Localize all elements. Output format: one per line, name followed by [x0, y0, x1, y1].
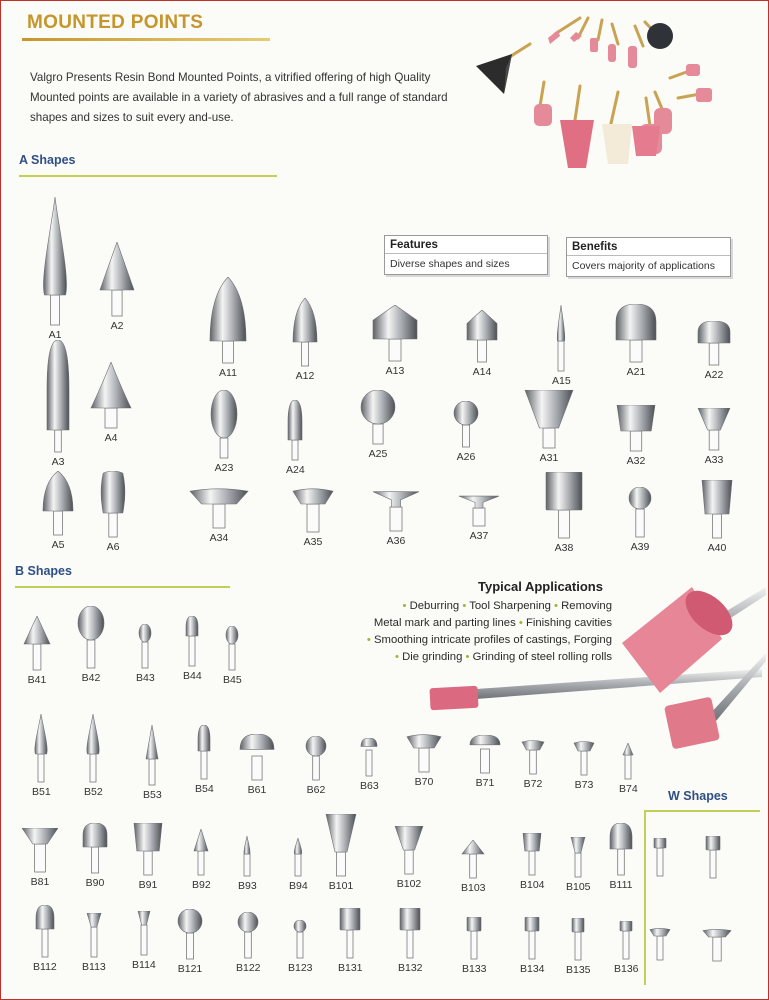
- benefits-box: [566, 237, 731, 277]
- applications-list: • Deburring • Tool Sharpening • Removing Metal mark and parting lines • Finishing cavities • Smoothing intricate profiles of castings, Forging • Die grinding • Grinding of steel rolling rolls: [366, 600, 612, 663]
- shape-label: B123: [288, 962, 313, 974]
- shape-a33: [697, 408, 731, 466]
- shape-a37: [458, 494, 500, 542]
- shape-label: A6: [106, 541, 120, 553]
- shape-a31: [524, 390, 574, 464]
- pink-cone-point-photo: [424, 565, 766, 750]
- shape-label: A12: [295, 370, 315, 382]
- mounted-point-icon: [42, 471, 74, 537]
- application-item: Smoothing intricate profiles of castings, Forging: [374, 634, 612, 646]
- features-box: [384, 235, 548, 275]
- shape-label: B136: [614, 963, 639, 975]
- mounted-point-icon: [293, 920, 307, 960]
- shape-label: B135: [566, 964, 591, 976]
- shape-label: B133: [462, 963, 487, 975]
- shape-label: A36: [386, 535, 406, 547]
- mounted-point-icon: [292, 298, 318, 368]
- shape-b94: [289, 838, 308, 892]
- mounted-point-icon: [555, 305, 567, 373]
- shape-a14: [466, 310, 498, 378]
- shape-a36: [372, 489, 420, 547]
- shape-b54: [195, 725, 214, 795]
- shape-a35: [292, 488, 334, 548]
- application-item: Metal mark and parting lines: [373, 617, 516, 629]
- mounted-point-icon: [466, 917, 482, 961]
- shape-b112: [33, 905, 57, 973]
- shape-label: B81: [30, 876, 50, 888]
- shape-label: B121: [177, 963, 203, 975]
- page-title: MOUNTED POINTS: [27, 12, 204, 33]
- mounted-point-icon: [469, 735, 501, 775]
- mounted-point-icon: [185, 616, 199, 668]
- shape-b53: [143, 725, 162, 801]
- mounted-point-icon: [625, 487, 655, 539]
- shape-label: A13: [385, 365, 405, 377]
- shape-label: B61: [247, 784, 267, 796]
- mounted-point-icon: [697, 408, 731, 452]
- shape-label: B94: [289, 880, 308, 892]
- shape-label: B43: [136, 672, 155, 684]
- mounted-point-icon: [21, 828, 59, 874]
- b-shapes-heading: B Shapes: [15, 564, 72, 578]
- w-shape-icon: [653, 838, 667, 878]
- shape-label: B73: [574, 779, 594, 791]
- shape-b71: [469, 735, 501, 789]
- mounted-point-icon: [458, 494, 500, 528]
- shape-label: B103: [461, 882, 486, 894]
- shape-label: A22: [704, 369, 724, 381]
- applications-heading: Typical Applications: [478, 579, 603, 594]
- shape-b133: [462, 917, 487, 975]
- shape-label: A3: [51, 456, 65, 468]
- mounted-point-icon: [622, 743, 634, 781]
- mounted-point-icon: [461, 840, 485, 880]
- shape-a24: [286, 400, 305, 476]
- w-shapes-rule: [645, 810, 760, 812]
- shape-b61: [239, 734, 275, 796]
- mounted-point-icon: [209, 277, 247, 365]
- mounted-point-icon: [325, 814, 357, 878]
- mounted-point-icon: [239, 734, 275, 782]
- mounted-point-icon: [453, 401, 479, 449]
- mounted-point-icon: [189, 488, 249, 530]
- mounted-point-icon: [137, 911, 151, 957]
- mounted-point-icon: [77, 606, 105, 670]
- mounted-point-icon: [573, 741, 595, 777]
- mounted-point-icon: [193, 829, 209, 877]
- mounted-point-icon: [292, 488, 334, 534]
- mounted-point-icon: [39, 197, 71, 327]
- shape-a11: [209, 277, 247, 379]
- shape-label: B122: [236, 962, 261, 974]
- shape-b92: [192, 829, 211, 891]
- mounted-point-icon: [570, 837, 586, 879]
- shape-b122: [236, 912, 261, 974]
- mounted-point-icon: [545, 472, 583, 540]
- benefits-heading: Benefits: [567, 238, 730, 256]
- shape-label: A35: [303, 536, 323, 548]
- shape-a40: [701, 480, 733, 554]
- shape-label: B51: [32, 786, 51, 798]
- mounted-point-icon: [702, 929, 732, 963]
- shape-label: A26: [456, 451, 476, 463]
- shape-label: A4: [104, 432, 118, 444]
- application-item: Removing: [561, 600, 612, 612]
- shape-label: B111: [609, 879, 633, 891]
- mounted-point-icon: [242, 836, 252, 878]
- b-shapes-rule: [15, 586, 230, 588]
- shape-b41: [23, 616, 51, 686]
- shape-b121: [177, 909, 203, 975]
- shape-label: B101: [328, 880, 354, 892]
- shape-label: B44: [183, 670, 202, 682]
- shape-label: B71: [475, 777, 495, 789]
- mounted-point-icon: [649, 928, 671, 962]
- shape-a23: [210, 390, 238, 474]
- shape-label: B132: [398, 962, 423, 974]
- mounted-point-icon: [46, 340, 70, 454]
- shape-a25: [360, 390, 396, 460]
- mounted-point-icon: [522, 833, 542, 877]
- mounted-point-icon: [23, 616, 51, 672]
- application-item: Finishing cavities: [525, 617, 612, 629]
- shape-b72: [521, 740, 545, 790]
- shape-b51: [32, 714, 51, 798]
- shape-a38: [545, 472, 583, 554]
- shape-a39: [625, 487, 655, 553]
- mounted-point-icon: [99, 242, 135, 318]
- shape-label: B105: [566, 881, 591, 893]
- mounted-point-icon: [524, 390, 574, 450]
- shape-a32: [616, 405, 656, 467]
- mounted-point-icon: [394, 826, 424, 876]
- shape-label: A25: [368, 448, 388, 460]
- w-shapes-heading: W Shapes: [668, 789, 728, 803]
- shape-label: B41: [27, 674, 47, 686]
- mounted-point-icon: [98, 471, 128, 539]
- mounted-point-icon: [304, 736, 328, 782]
- mounted-point-icon: [372, 489, 420, 533]
- intro-text: Valgro Presents Resin Bond Mounted Points, a vitrified offering of high Quality Mounted points are available in a variety of abrasives and a full range of standard shapes and sizes to suit every and-use.: [30, 71, 448, 124]
- mounted-point-icon: [177, 909, 203, 961]
- shape-label: B45: [223, 674, 242, 686]
- application-item: Deburring: [409, 600, 460, 612]
- shape-label: B102: [396, 878, 422, 890]
- mounted-point-icon: [399, 908, 421, 960]
- mounted-point-icon: [236, 912, 260, 960]
- shape-b90: [82, 823, 108, 889]
- mounted-point-icon: [32, 714, 50, 784]
- shape-b105: [566, 837, 591, 893]
- mounted-point-icon: [609, 823, 633, 877]
- shape-label: B113: [82, 961, 106, 973]
- shape-b102: [394, 826, 424, 890]
- shape-label: B134: [520, 963, 545, 975]
- mounted-point-icon: [145, 725, 159, 787]
- mounted-point-icon: [292, 838, 304, 878]
- shape-b70: [406, 734, 442, 788]
- shape-b63: [360, 738, 379, 792]
- mounted-point-icon: [90, 362, 132, 430]
- shape-label: B114: [132, 959, 156, 971]
- mounted-point-icon: [521, 740, 545, 776]
- mounted-point-icon: [133, 823, 163, 877]
- shape-a12: [292, 298, 318, 382]
- shape-label: A33: [704, 454, 724, 466]
- shape-label: A1: [48, 329, 62, 341]
- shape-label: A24: [286, 464, 305, 476]
- title-underline: [22, 38, 270, 41]
- mounted-point-icon: [84, 714, 102, 784]
- shape-label: A2: [110, 320, 124, 332]
- shape-a6: [98, 471, 128, 553]
- mounted-point-icon: [210, 390, 238, 460]
- shape-label: B92: [192, 879, 211, 891]
- w-shape-icon: [705, 836, 721, 880]
- mounted-point-icon: [406, 734, 442, 774]
- shape-a3: [46, 340, 70, 468]
- shape-label: B93: [238, 880, 257, 892]
- features-heading: Features: [385, 236, 547, 254]
- shape-b101: [325, 814, 357, 892]
- benefits-text: Covers majority of applications: [572, 260, 715, 272]
- shape-label: B131: [338, 962, 363, 974]
- shape-b134: [520, 917, 545, 975]
- shape-label: B72: [523, 778, 543, 790]
- shape-b81: [21, 828, 59, 888]
- mounted-point-icon: [360, 738, 378, 778]
- mounted-point-icon: [225, 626, 239, 672]
- shape-label: B62: [306, 784, 326, 796]
- shape-b45: [223, 626, 242, 686]
- shape-b111: [609, 823, 633, 891]
- shape-b91: [133, 823, 163, 891]
- application-item: Grinding of steel rolling rolls: [472, 651, 612, 663]
- shape-label: B74: [619, 783, 638, 795]
- shape-b114: [132, 911, 156, 971]
- shape-label: A5: [51, 539, 65, 551]
- shape-a2: [99, 242, 135, 332]
- w-shape-icon: [649, 928, 671, 962]
- mounted-point-icon: [701, 480, 733, 540]
- mounted-point-icon: [524, 917, 540, 961]
- shape-b93: [238, 836, 257, 892]
- shape-label: A11: [219, 367, 237, 379]
- shape-label: B42: [81, 672, 101, 684]
- shape-b113: [82, 913, 106, 973]
- mounted-point-icon: [571, 918, 585, 962]
- shape-b52: [84, 714, 103, 798]
- shape-label: B54: [195, 783, 214, 795]
- mounted-point-icon: [705, 836, 721, 880]
- shape-b132: [398, 908, 423, 974]
- shape-label: A14: [472, 366, 492, 378]
- shape-a22: [697, 321, 731, 381]
- shape-label: A15: [552, 375, 571, 387]
- mounted-point-icon: [615, 304, 657, 364]
- shape-b74: [619, 743, 638, 795]
- shape-label: B90: [85, 877, 105, 889]
- shape-a34: [189, 488, 249, 544]
- shape-label: A32: [626, 455, 646, 467]
- shape-a13: [372, 305, 418, 377]
- shape-b103: [461, 840, 486, 894]
- shape-b104: [520, 833, 545, 891]
- shape-a1: [39, 197, 71, 341]
- shape-label: A38: [554, 542, 574, 554]
- features-text: Diverse shapes and sizes: [390, 258, 510, 270]
- mounted-point-icon: [616, 405, 656, 453]
- shape-b73: [573, 741, 595, 791]
- shape-b62: [304, 736, 328, 796]
- a-shapes-rule: [19, 175, 277, 177]
- a-shapes-heading: A Shapes: [19, 153, 76, 167]
- shape-label: A31: [539, 452, 559, 464]
- shape-b42: [77, 606, 105, 684]
- application-item: Die grinding: [402, 651, 463, 663]
- w-shape-icon: [702, 929, 732, 963]
- mounted-point-icon: [697, 321, 731, 367]
- shape-b123: [288, 920, 313, 974]
- shape-label: A23: [214, 462, 234, 474]
- shape-b131: [338, 908, 363, 974]
- mounted-point-icon: [82, 823, 108, 875]
- mounted-point-icon: [197, 725, 211, 781]
- mounted-point-icon: [35, 905, 55, 959]
- shape-label: B63: [360, 780, 379, 792]
- mounted-point-icon: [360, 390, 396, 446]
- shape-label: B112: [33, 961, 57, 973]
- shape-b136: [614, 921, 639, 975]
- mounted-point-icon: [287, 400, 303, 462]
- shape-label: B52: [84, 786, 103, 798]
- shape-label: A34: [209, 532, 229, 544]
- shape-label: B91: [138, 879, 158, 891]
- shape-a15: [552, 305, 571, 387]
- shape-label: A37: [469, 530, 489, 542]
- mounted-point-icon: [619, 921, 633, 961]
- shape-b135: [566, 918, 591, 976]
- shape-b43: [136, 624, 155, 684]
- shape-label: A40: [707, 542, 727, 554]
- shape-label: B53: [143, 789, 162, 801]
- mounted-point-icon: [466, 310, 498, 364]
- mounted-point-icon: [372, 305, 418, 363]
- mounted-point-icon: [86, 913, 102, 959]
- shape-label: B70: [414, 776, 434, 788]
- shape-a5: [42, 471, 74, 551]
- shape-label: B104: [520, 879, 545, 891]
- application-item: Tool Sharpening: [469, 600, 551, 612]
- shape-label: A21: [626, 366, 646, 378]
- mounted-point-photo: [460, 8, 760, 180]
- w-shapes-vrule: [644, 810, 646, 985]
- mounted-point-icon: [339, 908, 361, 960]
- shape-a21: [615, 304, 657, 378]
- shape-a26: [453, 401, 479, 463]
- mounted-point-icon: [138, 624, 152, 670]
- shape-label: A39: [630, 541, 650, 553]
- shape-a4: [90, 362, 132, 444]
- mounted-point-icon: [653, 838, 667, 878]
- shape-b44: [183, 616, 202, 682]
